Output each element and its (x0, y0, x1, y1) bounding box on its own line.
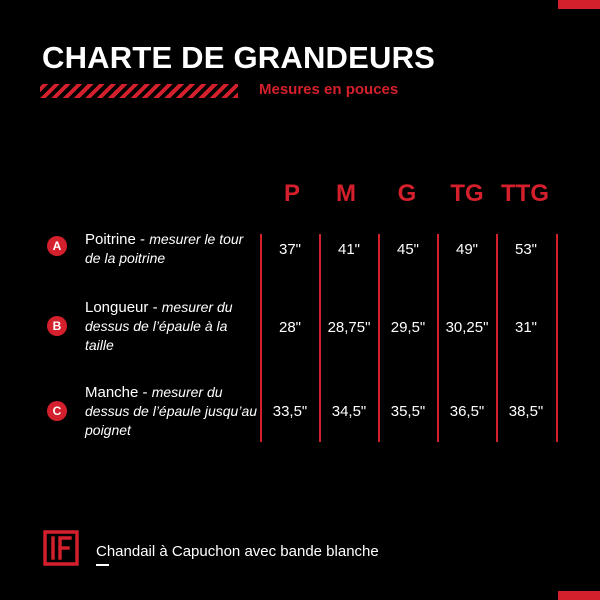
cell-value: 35,5" (390, 403, 426, 420)
corner-accent-bottom (558, 591, 600, 600)
row-label-longueur: Longueur - mesurer du dessus de l’épaule à la taille (85, 299, 233, 353)
cell-value: 41" (337, 241, 360, 258)
size-header-g: G (397, 180, 417, 207)
cell-value: 28,75" (327, 319, 371, 336)
product-name: Chandail à Capuchon avec bande blanche (96, 543, 379, 560)
size-header-ttg: TTG (501, 180, 549, 207)
cell-value: 53" (514, 241, 537, 258)
badge-b: B (47, 316, 67, 336)
cell-value: 30,25" (445, 319, 489, 336)
cell-value: 36,5" (449, 403, 485, 420)
cell-value: 28" (278, 319, 301, 336)
row-label-manche: Manche - mesurer du dessus de l’épaule jusqu’au poignet (85, 384, 258, 438)
cell-value: 37" (278, 241, 301, 258)
product-underline (96, 564, 109, 566)
measure-description: mesurer du dessus de l’épaule à la taille (85, 299, 233, 353)
badge-a: A (47, 236, 67, 256)
units-subtitle: Mesures en pouces (259, 81, 399, 98)
cell-value: 38,5" (508, 403, 544, 420)
measure-name: Longueur (85, 299, 149, 316)
cell-value: 29,5" (390, 319, 426, 336)
hazard-stripes (40, 84, 238, 98)
measure-description: mesurer du dessus de l’épaule jusqu’au poignet (85, 384, 258, 438)
measure-description: mesurer le tour de la poitrine (85, 231, 244, 266)
cell-value: 33,5" (272, 403, 308, 420)
measure-name: Poitrine (85, 231, 136, 248)
size-header-tg: TG (450, 180, 484, 207)
page-title: CHARTE DE GRANDEURS (42, 40, 436, 75)
badge-c: C (47, 401, 67, 421)
corner-accent-top (558, 0, 600, 9)
row-label-poitrine: Poitrine - mesurer le tour de la poitrine (85, 231, 244, 266)
cell-value: 49" (455, 241, 478, 258)
size-header-m: M (336, 180, 356, 207)
cell-value: 31" (514, 319, 537, 336)
cell-value: 34,5" (331, 403, 367, 420)
size-header-p: P (283, 180, 300, 207)
if-logo-icon (42, 529, 80, 567)
cell-value: 45" (396, 241, 419, 258)
column-divider (556, 234, 558, 442)
measure-name: Manche (85, 384, 139, 401)
